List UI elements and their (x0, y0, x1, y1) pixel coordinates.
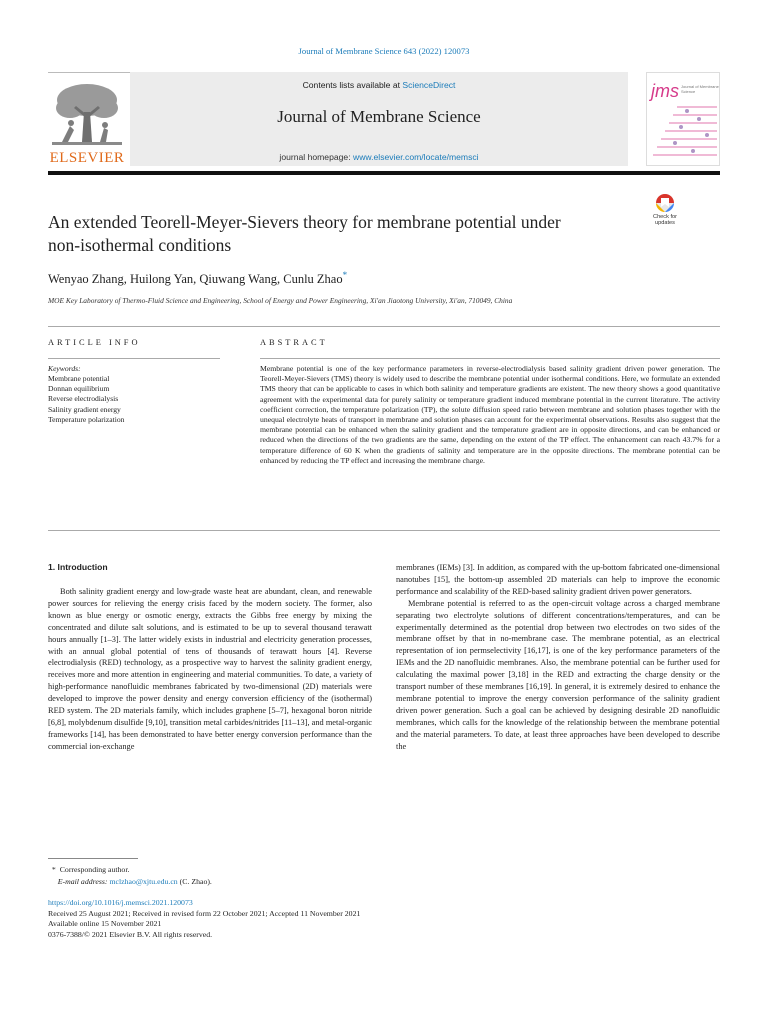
author-list (48, 270, 347, 287)
keyword-item: Reverse electrodialysis (48, 394, 119, 404)
corresponding-author-note (48, 864, 212, 876)
keyword-item: Membrane potential (48, 374, 110, 383)
intro-paragraph-1: Both salinity gradient energy and low-grade waste heat are abundant, clean, and renewable power sources for relieving the energy crisis faced by the modern society. The former, also known as blue energy or osmotic energy, extracts the Gibbs free energy by mixing the concentrated and dilute salt solutions, and is estimated to be up to several thousand terawatt hours annually [1–3]. The latter widely exists in industrial and electricity generation processes, with an annual global potential of tens of thousands of terawatt hours [4]. Reverse electrodialysis (RED) technology, as a prospective way to harvest the salinity gradient energy, receives more and more attention in engineering and material communities. To date, a variety of high-performance nanofluidic membranes fabricated by two-dimensional (2D) materials were developed to improve the power density and energy conversion efficiency of the (isothermal) RED system. The 2D materials family, which includes graphene [5–7], hexagonal boron nitride [6,8], molybdenum disulfide [9,10], transition metal carbides/nitrides [11–13], and metal-organic frameworks [14], has been demonstrated to have better energy conversion performance than the commercial ion-exchange (48, 587, 372, 751)
info-top-rule (48, 326, 720, 327)
check-for-updates-icon[interactable] (646, 193, 684, 233)
jms-cover-text: Journal of Membrane Science (681, 84, 719, 94)
header-bottom-rule (48, 171, 720, 175)
corresponding-author-mark[interactable]: * (342, 270, 348, 280)
check-label-line-1: Check for (653, 214, 677, 220)
journal-citation[interactable]: Journal of Membrane Science 643 (2022) 120073 (298, 46, 470, 56)
keyword-item: Salinity gradient energy (48, 404, 121, 414)
article-info-rule (48, 358, 220, 359)
introduction-heading: 1. Introduction (48, 562, 108, 572)
footnote-mark: * (51, 865, 56, 874)
email-label: E-mail address: (57, 877, 110, 886)
available-online: Available online 15 November 2021 (48, 919, 162, 929)
footnote-rule (48, 858, 138, 859)
footnotes (48, 864, 212, 888)
left-column (48, 586, 372, 753)
abstract-text: Membrane potential is one of the key performance parameters in reverse-electrodialysis based salinity gradient driven power generation. The Teorell-Meyer-Sievers (TMS) theory is widely used to describe the membrane potential under isothermal conditions. Here, we formulate an extended TMS theory that can be applicable to cases in which both salinity and temperature gradients are existent. The new theory shows a good quantitative agreement with the experimental data for purely salinity or temperature gradient induced membrane potential in the current literature. The activity coefficient correction, the temperature polarization (TP), the solute diffusion speed ratio between membrane and solution phases together with the unequal electrolyte heats of transport in membrane and solution phases can account for the experimental observations. Results also suggest that the membrane potential can be enhanced when the salinity gradient and the temperature gradient are in opposite directions, and can be enhanced or reduced when the directions of the two gradients are the same, depending on the extent of the TP effect. The enhancement can reach 43.7% for a temperature difference of 60 K when the gradients of salinity and temperature are in the opposite directions. The membrane potential can be enhanced by reducing the TP effect and increasing the membrane charge. (260, 364, 720, 465)
keyword-item: Donnan equilibrium (48, 384, 110, 394)
affiliation: MOE Key Laboratory of Thermo-Fluid Science and Engineering, School of Energy and Power Engineering, Xi'an Jiaotong University, Xi'an, 710049, China (48, 296, 513, 305)
intro-paragraph-2: Membrane potential is referred to as the open-circuit voltage across a charged membrane separating two electrolyte solutions of different concentrations/temperatures, and can be experimentally determined as the potential drop between two electrodes on two sides of the membrane offset by that in no-membrane case. The membrane potential, as an electrical representation of ion permselectivity [16,17], is one of the key performance parameters of the IEMs and the 2D nanofluidic membranes. Also, the membrane potential can be further used for calculating the maximal power [3,18] in the RED and extracting the charge density or the transport number of these membranes [16,19]. In general, it is extremely desired to enhance the membrane potential to improve the energy conversion performance of the salinity gradient driven power generation. Such a goal can be achieved by designing desirable 2D nanofluidic membranes, which calls for the knowledge of the relationship between the membrane potential and the material parameters. To date, at least three approaches have been developed to describe the (396, 598, 720, 751)
homepage-prefix: journal homepage: (279, 152, 353, 162)
contents-prefix: Contents lists available at (302, 80, 403, 90)
received-dates: Received 25 August 2021; Received in revised form 22 October 2021; Accepted 11 November 2021 (48, 908, 361, 918)
cover-graphic (647, 103, 720, 165)
right-column (396, 562, 720, 753)
keywords-title: Keywords: (48, 364, 81, 373)
journal-homepage-link[interactable]: www.elsevier.com/locate/memsci (352, 152, 479, 162)
keyword-item: Temperature polarization (48, 414, 125, 424)
abstract-bottom-rule (48, 530, 720, 531)
authors-names: Wenyao Zhang, Huilong Yan, Qiuwang Wang, Cunlu Zhao (48, 272, 343, 287)
keywords-list (48, 374, 124, 425)
journal-homepage-line (130, 152, 628, 162)
contents-line (130, 80, 628, 90)
article-metadata (48, 898, 360, 940)
article-info-label: ARTICLE INFO (48, 338, 141, 347)
email-link[interactable]: mclzhao@xjtu.edu.cn (109, 877, 178, 886)
sciencedirect-link[interactable]: ScienceDirect (402, 80, 456, 90)
article-title-line-2: non-isothermal conditions (48, 235, 232, 255)
doi-link[interactable]: https://doi.org/10.1016/j.memsci.2021.120073 (48, 898, 193, 907)
check-for-updates-label[interactable] (644, 214, 686, 227)
copyright: 0376-7388/© 2021 Elsevier B.V. All rights reserved. (48, 929, 213, 939)
intro-paragraph-1-continued: membranes (IEMs) [3]. In addition, as compared with the up-bottom fabricated one-dimensional nanotubes [15], the bottom-up assembled 2D materials can help to improve the economic performance and scalability of the RED-based salinity gradient driven power generators. (396, 563, 720, 596)
article-title-line-1: An extended Teorell-Meyer-Sievers theory for membrane potential under (48, 212, 561, 232)
email-suffix: (C. Zhao). (177, 877, 212, 886)
email-note (48, 876, 212, 888)
corresponding-text: Corresponding author. (59, 865, 130, 874)
jms-cover-logo: jms (651, 81, 679, 101)
abstract-rule (260, 358, 720, 359)
check-label-line-2: updates (655, 220, 675, 227)
elsevier-wordmark: ELSEVIER (49, 150, 125, 166)
abstract-label: ABSTRACT (260, 338, 328, 347)
article-title (48, 211, 628, 257)
journal-cover-thumbnail[interactable] (646, 72, 720, 166)
journal-title: Journal of Membrane Science (277, 107, 481, 126)
